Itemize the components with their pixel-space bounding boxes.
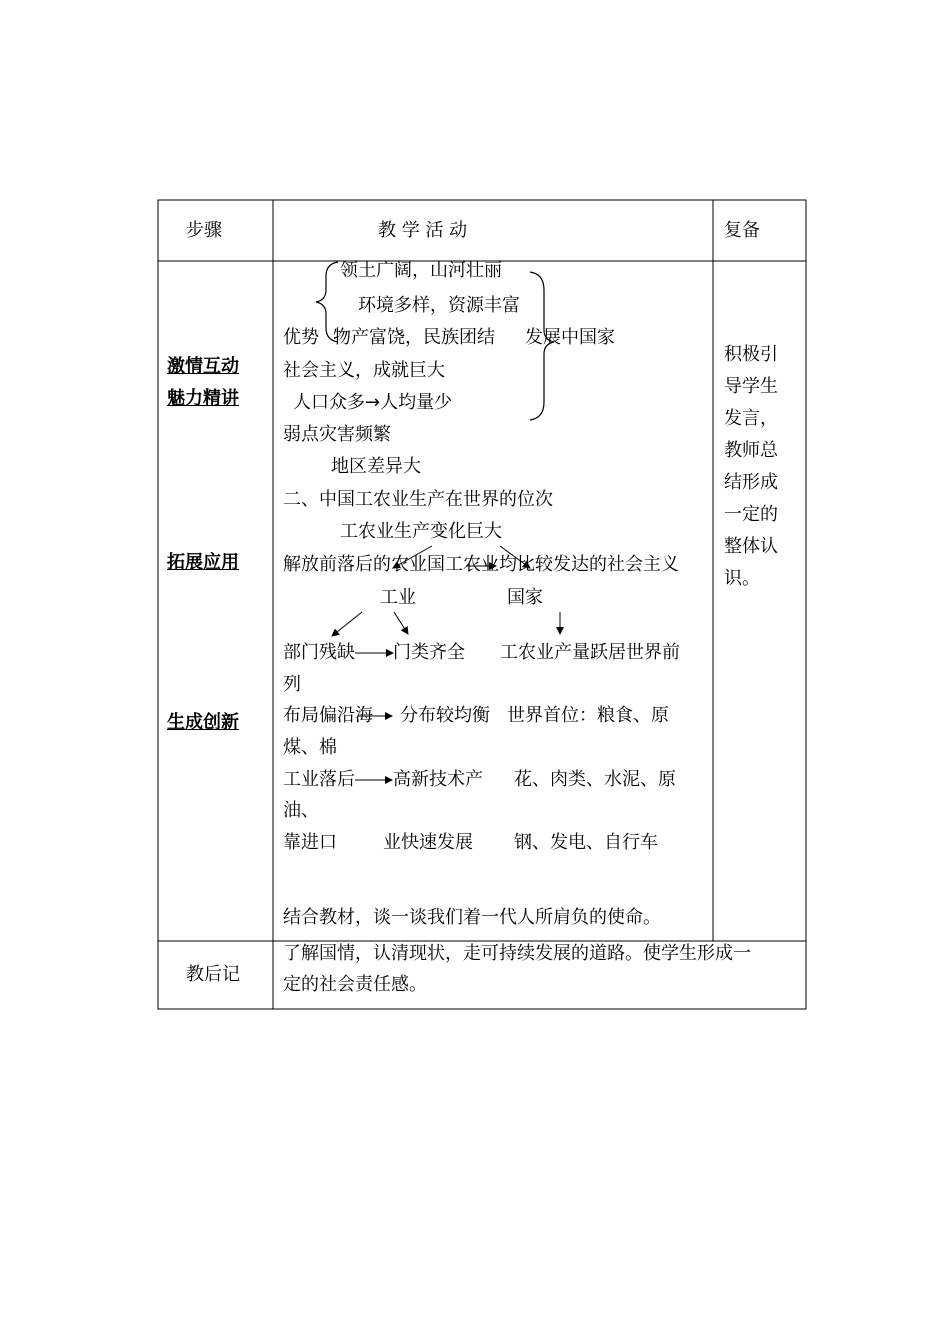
review-note-6: 一定的 — [724, 504, 778, 525]
review-note-4: 教师总 — [724, 440, 778, 461]
step-lecture: 魅力精讲 — [167, 388, 239, 409]
afterword-label: 教后记 — [186, 964, 240, 985]
activity-output-rank: 工农业产量跃居世界前 — [500, 642, 680, 663]
activity-line-7: 地区差异大 — [331, 456, 421, 477]
activity-sector-missing: 部门残缺 — [283, 642, 355, 663]
step-creation: 生成创新 — [167, 712, 239, 733]
header-activity: 教 学 活 动 — [378, 220, 468, 241]
afterword-line-1: 了解国情，认清现状，走可持续发展的道路。使学生形成一 — [283, 943, 751, 964]
activity-line-13: 列 — [283, 674, 301, 695]
header-review: 复备 — [724, 220, 760, 241]
activity-developing-country: 发展中国家 — [525, 327, 615, 348]
review-note-3: 发言， — [724, 408, 778, 429]
activity-section-title: 二、中国工农业生产在世界的位次 — [283, 489, 553, 510]
activity-products-2: 钢、发电、自行车 — [514, 832, 658, 853]
activity-discussion: 结合教材，谈一谈我们着一代人所肩负的使命。 — [283, 907, 661, 928]
activity-import: 靠进口 — [283, 832, 337, 853]
step-extension: 拓展应用 — [167, 552, 239, 573]
activity-line-4: 社会主义，成就巨大 — [283, 360, 445, 381]
activity-line-9: 工农业生产变化巨大 — [340, 521, 502, 542]
review-note-7: 整体认 — [724, 536, 778, 557]
activity-line-3: 物产富饶，民族团结 — [333, 327, 495, 348]
review-note-8: 识。 — [724, 568, 760, 589]
activity-sector-complete: 门类齐全 — [393, 642, 465, 663]
review-note-1: 积极引 — [724, 344, 778, 365]
activity-world-first: 世界首位：粮食、原 — [507, 705, 669, 726]
activity-rapid-growth: 业快速发展 — [383, 832, 473, 853]
activity-layout-coastal: 布局偏沿海 — [283, 705, 373, 726]
activity-country: 国家 — [507, 587, 543, 608]
activity-strength-label: 优势 — [283, 327, 319, 348]
arrow-industry-right — [394, 612, 408, 634]
header-steps: 步骤 — [186, 220, 222, 241]
afterword-line-2: 定的社会责任感。 — [283, 974, 427, 995]
activity-line-5: 人口众多→人均量少 — [293, 392, 453, 413]
activity-line-6: 弱点灾害频繁 — [283, 424, 391, 445]
activity-industry-backward: 工业落后 — [283, 769, 355, 790]
activity-products-1: 花、肉类、水泥、原 — [514, 769, 676, 790]
activity-line-10: 解放前落后的农业国工农业均比较发达的社会主义 — [283, 554, 679, 575]
step-interaction: 激情互动 — [167, 356, 239, 377]
activity-line-2: 环境多样，资源丰富 — [358, 295, 520, 316]
table-border — [158, 200, 806, 1009]
arrow-industry-left — [332, 612, 362, 636]
activity-industry: 工业 — [380, 587, 416, 608]
activity-high-tech: 高新技术产 — [393, 769, 483, 790]
activity-line-1: 领土广阔，山河壮丽 — [340, 260, 502, 281]
activity-line-17: 油、 — [283, 800, 319, 821]
activity-line-15: 煤、棉 — [283, 737, 337, 758]
review-note-5: 结形成 — [724, 472, 778, 493]
activity-layout-balanced: 分布较均衡 — [400, 705, 490, 726]
review-note-2: 导学生 — [724, 376, 778, 397]
